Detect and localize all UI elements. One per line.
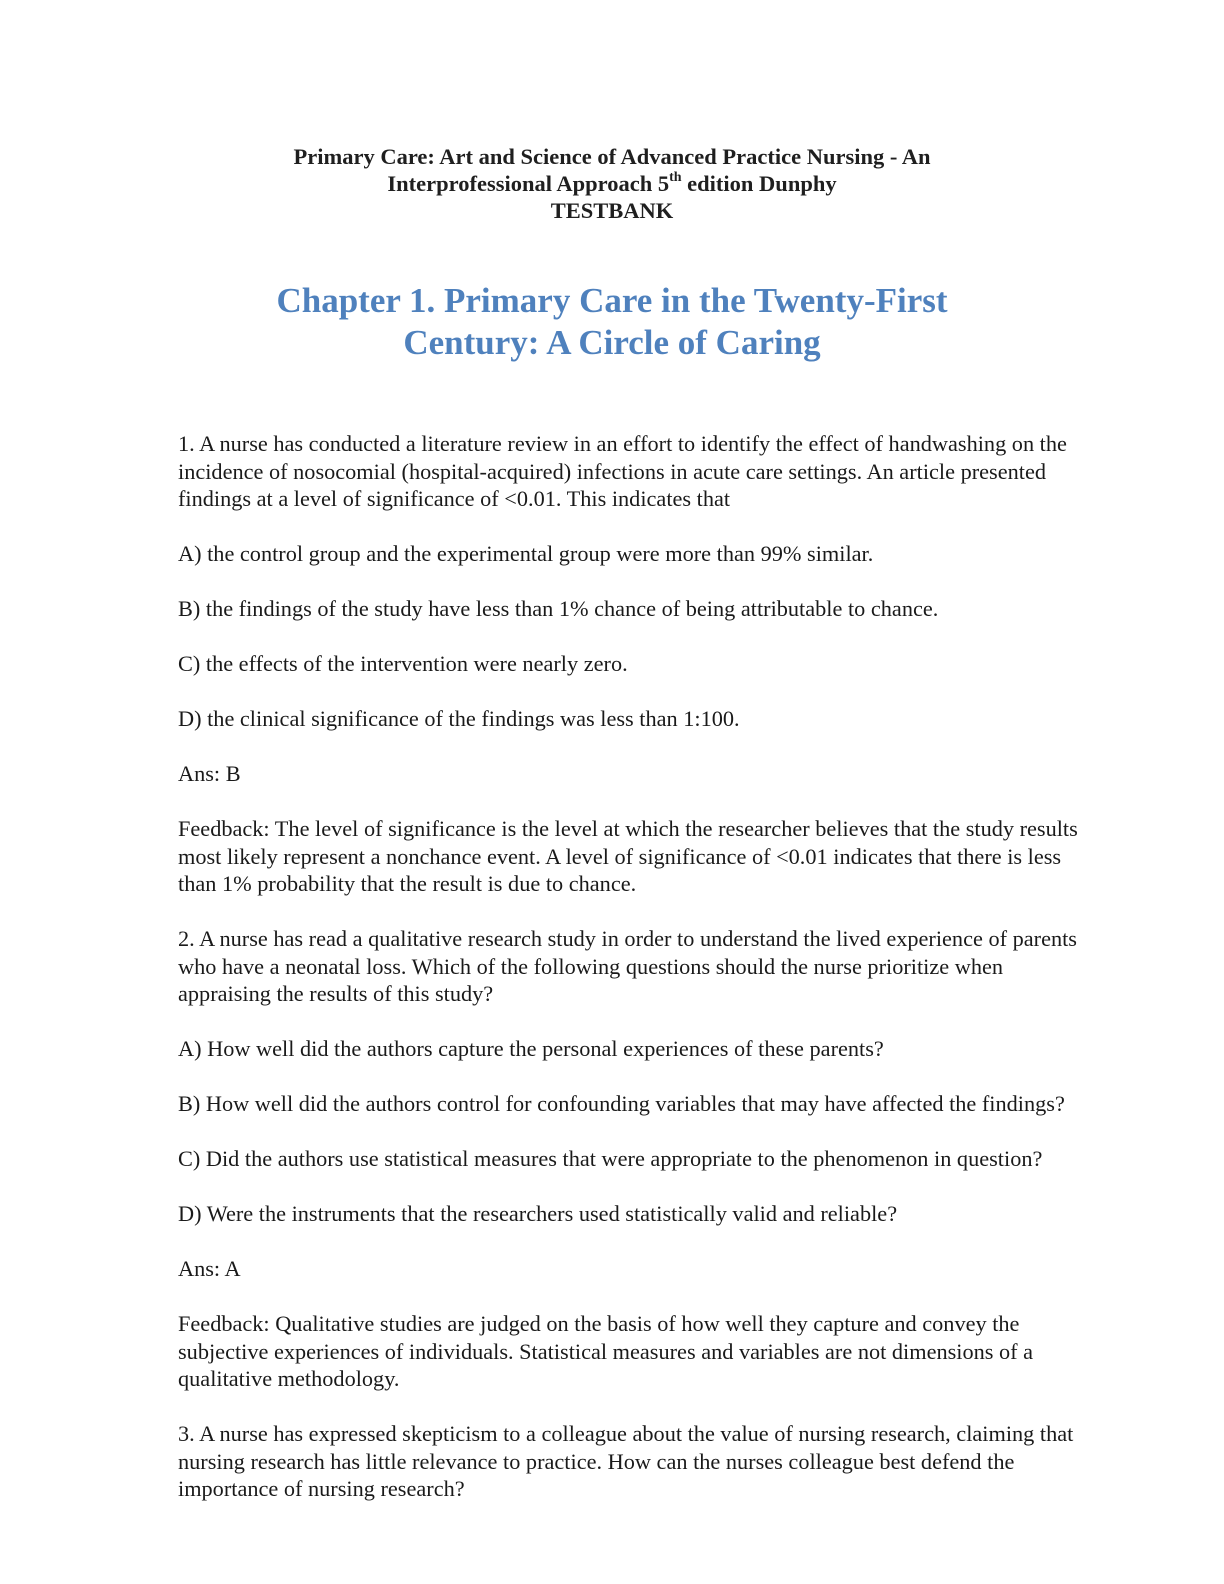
- question-2-feedback-line: qualitative methodology.: [178, 1366, 400, 1391]
- question-1-stem: [178, 430, 1158, 513]
- question-1-feedback-line: most likely represent a nonchance event. A level of significance of <0.01 indicates that there is less: [178, 843, 1062, 869]
- question-1-stem-line: findings at a level of significance of <0.01. This indicates that: [178, 486, 731, 511]
- question-3-stem-line: 3. A nurse has expressed skepticism to a colleague about the value of nursing research, claiming that: [178, 1421, 1074, 1446]
- question-list: [178, 430, 1158, 1530]
- question-1-feedback: [178, 815, 1158, 898]
- question-2-feedback-line: subjective experiences of individuals. Statistical measures and variables are not dimensions of a: [178, 1338, 1034, 1364]
- document-header: [0, 143, 1224, 224]
- question-3-stem-line: nursing research has little relevance to practice. How can the nurses colleague best defend the: [178, 1448, 1015, 1474]
- question-1-stem-line: 1. A nurse has conducted a literature review in an effort to identify the effect of handwashing on the: [178, 431, 1067, 456]
- question-1-option-b: B) the findings of the study have less than 1% chance of being attributable to chance.: [178, 596, 939, 621]
- question-2-option-a: A) How well did the authors capture the personal experiences of these parents?: [178, 1036, 884, 1061]
- header-title-line-1: Primary Care: Art and Science of Advanced Practice Nursing - An: [293, 144, 931, 169]
- question-1-answer: Ans: B: [178, 761, 241, 786]
- chapter-heading-line-1: Chapter 1. Primary Care in the Twenty-First: [276, 281, 948, 320]
- question-2-stem-line: appraising the results of this study?: [178, 981, 494, 1006]
- question-1-feedback-line: Feedback: The level of significance is the level at which the researcher believes that the study results: [178, 816, 1078, 841]
- question-1-option-a: A) the control group and the experimental group were more than 99% similar.: [178, 541, 874, 566]
- header-edition-superscript: th: [669, 169, 682, 185]
- question-1-option-d: D) the clinical significance of the findings was less than 1:100.: [178, 706, 740, 731]
- question-1-stem-line: incidence of nosocomial (hospital-acquired) infections in acute care settings. An article presented: [178, 458, 1047, 484]
- header-title-line-2: [0, 170, 1224, 197]
- question-2-feedback: [178, 1310, 1158, 1393]
- question-2-option-c: C) Did the authors use statistical measures that were appropriate to the phenomenon in question?: [178, 1146, 1043, 1171]
- question-2-option-b: B) How well did the authors control for confounding variables that may have affected the findings?: [178, 1091, 1065, 1116]
- question-1-option-c: C) the effects of the intervention were nearly zero.: [178, 651, 628, 676]
- question-1-feedback-line: than 1% probability that the result is due to chance.: [178, 871, 637, 896]
- chapter-heading: [0, 280, 1224, 364]
- question-2-stem-line: 2. A nurse has read a qualitative research study in order to understand the lived experience of parents: [178, 926, 1077, 951]
- header-title-line-2-suffix: edition Dunphy: [681, 171, 837, 196]
- header-title-line-2-text: Interprofessional Approach 5: [387, 171, 670, 196]
- question-2-option-d: D) Were the instruments that the researchers used statistically valid and reliable?: [178, 1201, 898, 1226]
- question-2-stem: [178, 925, 1158, 1008]
- question-3-stem: [178, 1420, 1158, 1503]
- question-2-feedback-line: Feedback: Qualitative studies are judged on the basis of how well they capture and convey the: [178, 1311, 1020, 1336]
- question-3-stem-line: importance of nursing research?: [178, 1476, 465, 1501]
- chapter-heading-line-2: Century: A Circle of Caring: [403, 323, 821, 362]
- header-testbank-label: TESTBANK: [550, 198, 674, 223]
- question-2-answer: Ans: A: [178, 1256, 241, 1281]
- question-2-stem-line: who have a neonatal loss. Which of the following questions should the nurse prioritize when: [178, 953, 1004, 979]
